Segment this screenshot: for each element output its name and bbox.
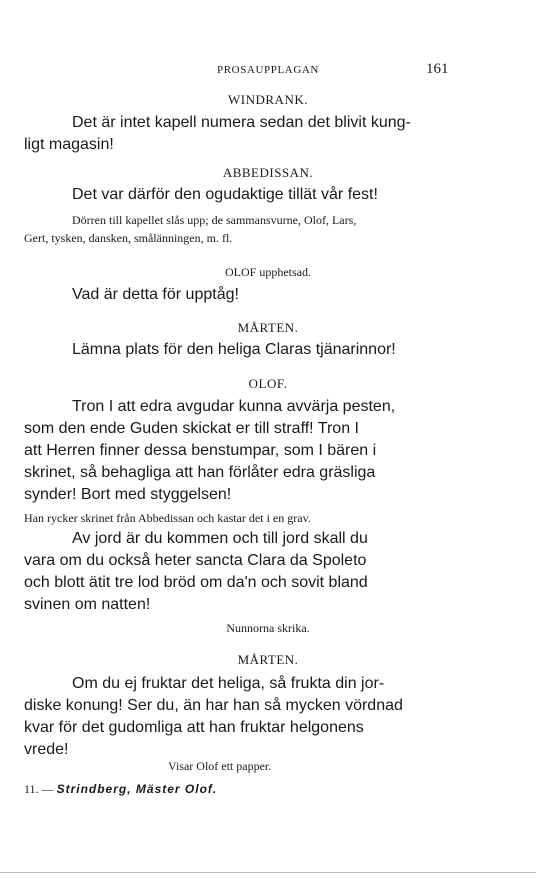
dialogue-line: kvar för det gudomliga att han fruktar helgonens	[24, 719, 364, 736]
speaker-abbedissan: ABBEDISSAN.	[222, 165, 314, 180]
signature-mark: 11. —	[24, 782, 54, 796]
dialogue-line: diske konung! Ser du, än har han så mycken vördnad	[24, 697, 403, 714]
dialogue-line: vara om du också heter sancta Clara da Spoleto	[24, 552, 367, 569]
dialogue-line: synder! Bort med styggelsen!	[24, 486, 232, 503]
dialogue-line: som den ende Guden skickat er till straff! Tron I	[24, 420, 359, 437]
speaker-marten: MÅRTEN.	[237, 320, 299, 335]
dialogue-line: Om du ej fruktar det heliga, så frukta din jor-	[72, 675, 385, 692]
dialogue-line: vrede!	[24, 741, 69, 758]
dialogue-line: Av jord är du kommen och till jord skall du	[72, 530, 368, 547]
stage-direction: Dörren till kapellet slås upp; de sammansvurne, Olof, Lars,	[72, 213, 357, 227]
dialogue-line: att Herren finner dessa benstumpar, som I bären i	[24, 442, 377, 459]
speaker-olof: OLOF upphetsad.	[225, 265, 311, 279]
dialogue-line: Vad är detta för upptåg!	[72, 286, 239, 303]
dialogue-line: skrinet, så behagliga att han förlåter edra gräsliga	[24, 464, 376, 481]
dialogue-line: Tron I att edra avgudar kunna avvärja pesten,	[72, 398, 396, 415]
running-header-title: PROSAUPPLAGAN	[217, 64, 319, 76]
dialogue-line: Lämna plats för den heliga Claras tjänarinnor!	[72, 341, 396, 358]
speaker-marten: MÅRTEN.	[237, 652, 299, 667]
stage-direction: Gert, tysken, dansken, smålänningen, m. fl.	[24, 231, 233, 245]
dialogue-line: svinen om natten!	[24, 596, 151, 613]
footer-author-work: Strindberg, Mäster Olof.	[56, 782, 218, 796]
speaker-windrank: WINDRANK.	[228, 92, 308, 107]
stage-direction: Han rycker skrinet från Abbedissan och kastar det i en grav.	[24, 511, 311, 525]
dialogue-line: och blott ätit tre lod bröd om da'n och sovit bland	[24, 574, 368, 591]
stage-direction: Visar Olof ett papper.	[168, 759, 272, 773]
dialogue-line: Det var därför den ogudaktige tillät vår fest!	[72, 186, 378, 203]
page-edge-rule	[0, 872, 536, 873]
stage-direction: Nunnorna skrika.	[226, 621, 310, 635]
speaker-olof: OLOF.	[248, 376, 288, 391]
dialogue-line: ligt magasin!	[24, 136, 114, 153]
dialogue-line: Det är intet kapell numera sedan det blivit kung-	[72, 114, 411, 131]
page-number: 161	[426, 61, 449, 77]
signature-footer	[24, 782, 217, 797]
